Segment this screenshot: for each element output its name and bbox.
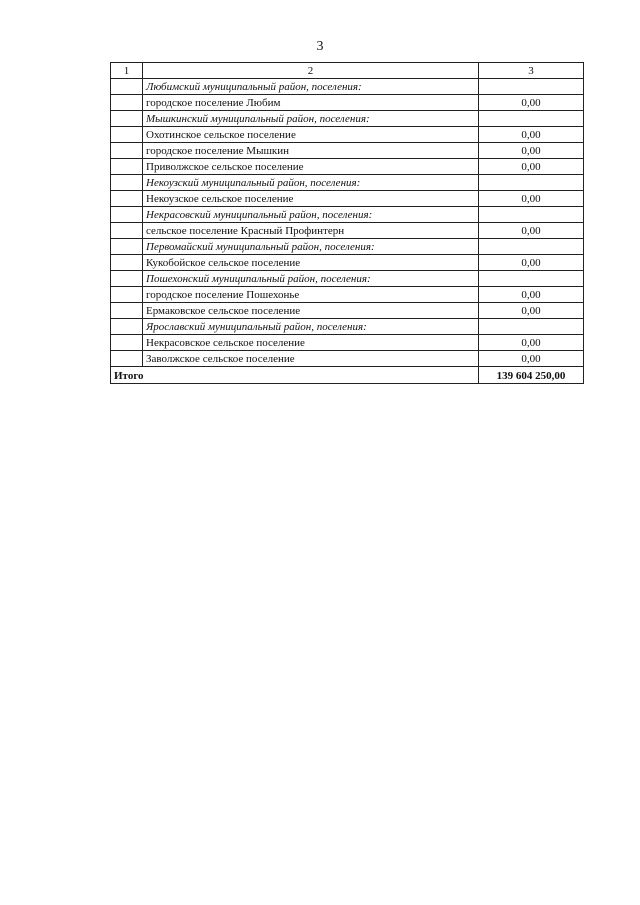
settlement-name: Кукобойское сельское поселение [143,255,479,271]
settlement-name: Заволжское сельское поселение [143,351,479,367]
settlement-row [111,303,584,319]
district-row [111,239,584,255]
district-name: Ярославский муниципальный район, поселения: [143,319,479,335]
amount-cell: 0,00 [479,303,584,319]
row-number-cell [111,143,143,159]
settlement-name: Некрасовское сельское поселение [143,335,479,351]
row-number-cell [111,287,143,303]
settlement-name: Приволжское сельское поселение [143,159,479,175]
settlement-row [111,159,584,175]
district-row [111,207,584,223]
budget-table [110,62,584,384]
district-name: Пошехонский муниципальный район, поселения: [143,271,479,287]
amount-cell: 0,00 [479,223,584,239]
settlement-row [111,143,584,159]
row-number-cell [111,175,143,191]
settlement-name: сельское поселение Красный Профинтерн [143,223,479,239]
district-row [111,319,584,335]
amount-cell [479,271,584,287]
settlement-name: городское поселение Любим [143,95,479,111]
settlement-row [111,223,584,239]
amount-cell: 0,00 [479,255,584,271]
row-number-cell [111,319,143,335]
district-name: Любимский муниципальный район, поселения: [143,79,479,95]
district-name: Первомайский муниципальный район, поселения: [143,239,479,255]
row-number-cell [111,255,143,271]
district-row [111,79,584,95]
amount-cell [479,175,584,191]
district-name: Некоузский муниципальный район, поселения: [143,175,479,191]
amount-cell: 0,00 [479,95,584,111]
district-row [111,175,584,191]
row-number-cell [111,111,143,127]
column-header-3: 3 [479,63,584,79]
settlement-name: городское поселение Пошехонье [143,287,479,303]
amount-cell [479,239,584,255]
row-number-cell [111,335,143,351]
total-amount: 139 604 250,00 [479,367,584,384]
total-label: Итого [111,367,479,384]
settlement-name: городское поселение Мышкин [143,143,479,159]
row-number-cell [111,191,143,207]
amount-cell: 0,00 [479,159,584,175]
column-header-1: 1 [111,63,143,79]
amount-cell: 0,00 [479,287,584,303]
row-number-cell [111,351,143,367]
amount-cell: 0,00 [479,127,584,143]
row-number-cell [111,303,143,319]
table-header-row [111,63,584,79]
settlement-row [111,255,584,271]
page-number: 3 [316,39,324,54]
column-header-2: 2 [143,63,479,79]
settlement-row [111,127,584,143]
amount-cell: 0,00 [479,351,584,367]
district-row [111,111,584,127]
amount-cell [479,319,584,335]
settlement-row [111,287,584,303]
row-number-cell [111,159,143,175]
row-number-cell [111,239,143,255]
amount-cell [479,207,584,223]
amount-cell: 0,00 [479,191,584,207]
row-number-cell [111,223,143,239]
settlement-row [111,191,584,207]
amount-cell: 0,00 [479,335,584,351]
amount-cell [479,111,584,127]
settlement-row [111,95,584,111]
amount-cell: 0,00 [479,143,584,159]
row-number-cell [111,95,143,111]
table-body [111,63,584,384]
row-number-cell [111,207,143,223]
settlement-row [111,335,584,351]
district-name: Мышкинский муниципальный район, поселения: [143,111,479,127]
district-row [111,271,584,287]
total-row [111,367,584,384]
row-number-cell [111,79,143,95]
row-number-cell [111,127,143,143]
settlement-row [111,351,584,367]
settlement-name: Ермаковское сельское поселение [143,303,479,319]
amount-cell [479,79,584,95]
settlement-name: Некоузское сельское поселение [143,191,479,207]
settlement-name: Охотинское сельское поселение [143,127,479,143]
district-name: Некрасовский муниципальный район, поселения: [143,207,479,223]
row-number-cell [111,271,143,287]
